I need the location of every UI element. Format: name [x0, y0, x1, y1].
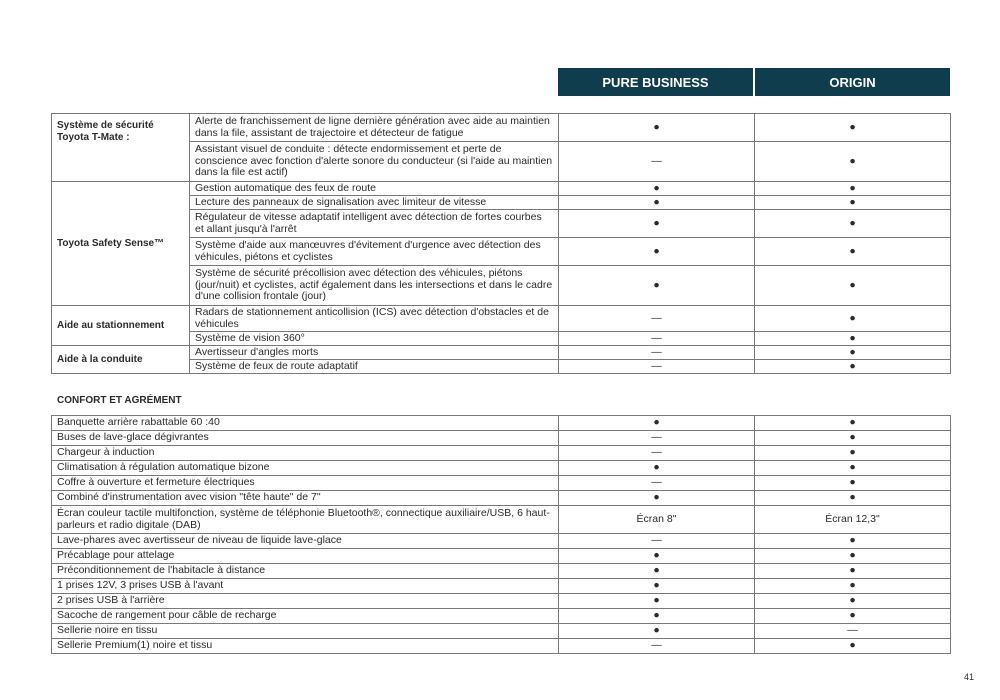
pure-business-value: — — [559, 431, 755, 446]
feature-label: Combiné d'instrumentation avec vision "tête haute" de 7" — [52, 491, 559, 506]
origin-value: ● — [755, 564, 951, 579]
pure-business-value: — — [559, 639, 755, 654]
feature-label: Système de feux de route adaptatif — [190, 360, 559, 374]
origin-value: ● — [755, 491, 951, 506]
pure-business-value: — — [559, 360, 755, 374]
table-row — [52, 594, 951, 609]
table-row — [52, 446, 951, 461]
table-row — [52, 461, 951, 476]
feature-label: Buses de lave-glace dégivrantes — [52, 431, 559, 446]
pure-business-value: ● — [559, 238, 755, 266]
origin-value: ● — [755, 476, 951, 491]
pure-business-value: — — [559, 306, 755, 332]
feature-label: Écran couleur tactile multifonction, système de téléphonie Bluetooth®, connectique auxiliaire/USB, 6 haut-parleurs et radio digitale (DAB) — [52, 506, 559, 534]
origin-value: ● — [755, 416, 951, 431]
feature-label: Système d'aide aux manœuvres d'évitement d'urgence avec détection des véhicules, piétons et cyclistes — [190, 238, 559, 266]
table-row — [52, 624, 951, 639]
category-parking-aid: Aide au stationnement — [52, 306, 190, 346]
pure-business-value: ● — [559, 196, 755, 210]
comfort-table — [51, 415, 951, 654]
pure-business-value: ● — [559, 564, 755, 579]
safety-table — [51, 113, 951, 374]
pure-business-value: — — [559, 446, 755, 461]
feature-label: Climatisation à régulation automatique bizone — [52, 461, 559, 476]
feature-label: 1 prises 12V, 3 prises USB à l'avant — [52, 579, 559, 594]
feature-label: Préconditionnement de l'habitacle à distance — [52, 564, 559, 579]
feature-label: Lave-phares avec avertisseur de niveau de liquide lave-glace — [52, 534, 559, 549]
pure-business-value: ● — [559, 491, 755, 506]
category-tmate: Système de sécurité Toyota T-Mate : — [52, 114, 190, 182]
pure-business-value: ● — [559, 609, 755, 624]
origin-value: ● — [755, 238, 951, 266]
origin-value: ● — [755, 114, 951, 142]
page-number: 41 — [963, 672, 974, 682]
origin-value: ● — [755, 446, 951, 461]
pure-business-value: — — [559, 142, 755, 182]
pure-business-value: — — [559, 346, 755, 360]
origin-value: ● — [755, 534, 951, 549]
pure-business-value: Écran 8" — [559, 506, 755, 534]
table-row — [52, 564, 951, 579]
origin-value: ● — [755, 346, 951, 360]
feature-label: Coffre à ouverture et fermeture électriques — [52, 476, 559, 491]
pure-business-value: ● — [559, 461, 755, 476]
feature-label: Sellerie noire en tissu — [52, 624, 559, 639]
table-row — [52, 346, 951, 360]
origin-value: ● — [755, 332, 951, 346]
category-toyota-safety-sense: Toyota Safety Sense™ — [52, 182, 190, 306]
origin-value: ● — [755, 196, 951, 210]
feature-label: Chargeur à induction — [52, 446, 559, 461]
origin-value: ● — [755, 609, 951, 624]
section-title-comfort: CONFORT ET AGRÉMENT — [57, 395, 182, 406]
feature-label: Avertisseur d'angles morts — [190, 346, 559, 360]
pure-business-value: — — [559, 534, 755, 549]
feature-label: Banquette arrière rabattable 60 :40 — [52, 416, 559, 431]
table-row — [52, 579, 951, 594]
origin-value: ● — [755, 182, 951, 196]
pure-business-value: ● — [559, 579, 755, 594]
pure-business-value: ● — [559, 594, 755, 609]
feature-label: Lecture des panneaux de signalisation avec limiteur de vitesse — [190, 196, 559, 210]
table-row — [52, 639, 951, 654]
feature-label: 2 prises USB à l'arrière — [52, 594, 559, 609]
column-header-origin: ORIGIN — [755, 68, 950, 96]
table-row — [52, 306, 951, 332]
pure-business-value: ● — [559, 416, 755, 431]
table-row — [52, 506, 951, 534]
table-row — [52, 476, 951, 491]
table-row — [52, 491, 951, 506]
pure-business-value: ● — [559, 182, 755, 196]
pure-business-value: — — [559, 332, 755, 346]
origin-value: ● — [755, 594, 951, 609]
table-row — [52, 534, 951, 549]
table-row — [52, 609, 951, 624]
origin-value: ● — [755, 639, 951, 654]
feature-label: Sacoche de rangement pour câble de recharge — [52, 609, 559, 624]
origin-value: — — [755, 624, 951, 639]
origin-value: Écran 12,3" — [755, 506, 951, 534]
pure-business-value: ● — [559, 624, 755, 639]
feature-label: Radars de stationnement anticollision (ICS) avec détection d'obstacles et de véhicules — [190, 306, 559, 332]
column-header-pure-business: PURE BUSINESS — [558, 68, 753, 96]
feature-label: Précablage pour attelage — [52, 549, 559, 564]
feature-label: Système de vision 360° — [190, 332, 559, 346]
origin-value: ● — [755, 266, 951, 306]
feature-label: Assistant visuel de conduite : détecte endormissement et perte de conscience avec fonction d'alerte sonore du conducteur (si l'aide au maintien dans la file est actif) — [190, 142, 559, 182]
origin-value: ● — [755, 210, 951, 238]
pure-business-value: ● — [559, 549, 755, 564]
feature-label: Alerte de franchissement de ligne dernière génération avec aide au maintien dans la file, assistant de trajectoire et détecteur de fatigue — [190, 114, 559, 142]
table-row — [52, 431, 951, 446]
feature-label: Sellerie Premium(1) noire et tissu — [52, 639, 559, 654]
table-row — [52, 114, 951, 142]
feature-label: Régulateur de vitesse adaptatif intelligent avec détection de fortes courbes et allant jusqu'à l'arrêt — [190, 210, 559, 238]
origin-value: ● — [755, 360, 951, 374]
origin-value: ● — [755, 579, 951, 594]
origin-value: ● — [755, 142, 951, 182]
category-driving-aid: Aide à la conduite — [52, 346, 190, 374]
pure-business-value: ● — [559, 210, 755, 238]
origin-value: ● — [755, 461, 951, 476]
feature-label: Gestion automatique des feux de route — [190, 182, 559, 196]
feature-label: Système de sécurité précollision avec détection des véhicules, piétons (jour/nuit) et cyclistes, actif également dans les intersections et dans le cadre d'une collision frontale (jour) — [190, 266, 559, 306]
table-row — [52, 416, 951, 431]
origin-value: ● — [755, 431, 951, 446]
pure-business-value: ● — [559, 114, 755, 142]
table-row — [52, 182, 951, 196]
pure-business-value: — — [559, 476, 755, 491]
origin-value: ● — [755, 306, 951, 332]
origin-value: ● — [755, 549, 951, 564]
table-row — [52, 549, 951, 564]
pure-business-value: ● — [559, 266, 755, 306]
